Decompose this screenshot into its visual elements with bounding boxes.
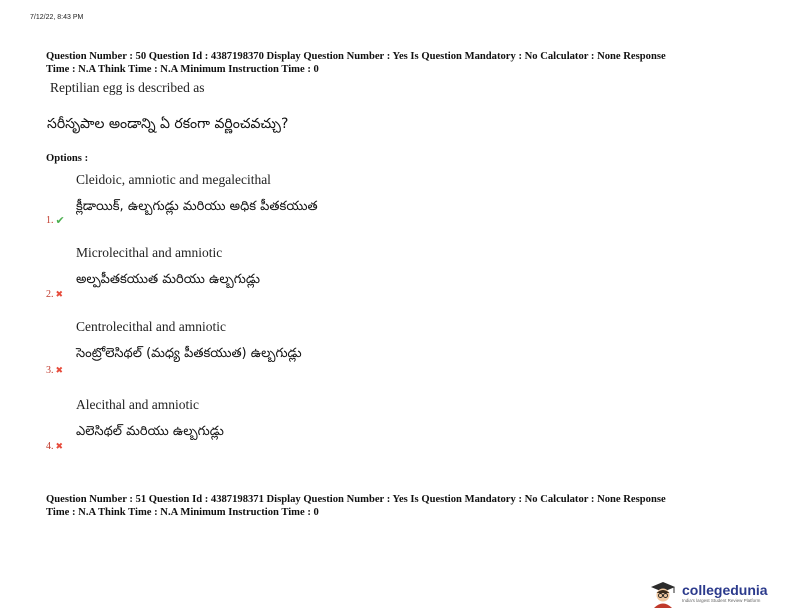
cross-icon: ✖ xyxy=(55,441,64,452)
options-label: Options : xyxy=(46,153,89,164)
next-question-header-line1: Question Number : 51 Question Id : 4387198371 Display Question Number : Yes Is Question Mandatory : No Calculator : None Response xyxy=(46,494,666,505)
option-4-text-en: Alecithal and amniotic xyxy=(76,397,199,412)
cross-icon: ✖ xyxy=(55,365,64,376)
option-1-text-en: Cleidoic, amniotic and megalecithal xyxy=(76,172,271,187)
option-4-marker xyxy=(46,441,63,452)
question-header-line1: Question Number : 50 Question Id : 4387198370 Display Question Number : Yes Is Question Mandatory : No Calculator : None Response xyxy=(46,51,666,62)
option-4-text-te: ఎలెసిథల్ మరియు ఉల్బగుడ్లు xyxy=(76,424,224,439)
option-3-marker xyxy=(46,365,63,376)
brand-logo xyxy=(648,578,768,608)
check-icon: ✔ xyxy=(55,214,65,227)
print-timestamp: 7/12/22, 8:43 PM xyxy=(30,14,84,21)
option-1-number: 1. xyxy=(46,215,54,226)
brand-tagline: India's largest Student Review Platform xyxy=(682,597,761,603)
cross-icon: ✖ xyxy=(55,289,64,300)
option-4-number: 4. xyxy=(46,441,54,452)
question-header xyxy=(46,50,758,76)
option-3-text-te: సెంట్రోలెసిథల్ (మధ్య పీతకయుత) ఉల్బగుడ్లు xyxy=(76,346,302,361)
brand-name: collegedunia xyxy=(682,581,768,598)
option-2-text-en: Microlecithal and amniotic xyxy=(76,245,223,260)
next-question-header xyxy=(46,493,758,519)
option-2-text-te: అల్పపీతకయుత మరియు ఉల్బగుడ్లు xyxy=(76,272,260,287)
student-avatar-icon xyxy=(648,578,678,608)
option-3-text-en: Centrolecithal and amniotic xyxy=(76,319,226,334)
option-3-number: 3. xyxy=(46,365,54,376)
question-text-en: Reptilian egg is described as xyxy=(50,80,205,95)
question-text-te: సరీసృపాల అండాన్ని ఏ రకంగా వర్ణించవచ్చు? xyxy=(47,116,289,132)
option-1-text-te: క్లీడాయిక్, ఉల్బగుడ్లు మరియు అధిక పీతకయుత xyxy=(76,199,318,214)
next-question-header-line2: Time : N.A Think Time : N.A Minimum Instruction Time : 0 xyxy=(46,507,319,518)
option-2-marker xyxy=(46,289,63,300)
option-1-marker xyxy=(46,214,65,227)
option-2-number: 2. xyxy=(46,289,54,300)
question-header-line2: Time : N.A Think Time : N.A Minimum Instruction Time : 0 xyxy=(46,64,319,75)
